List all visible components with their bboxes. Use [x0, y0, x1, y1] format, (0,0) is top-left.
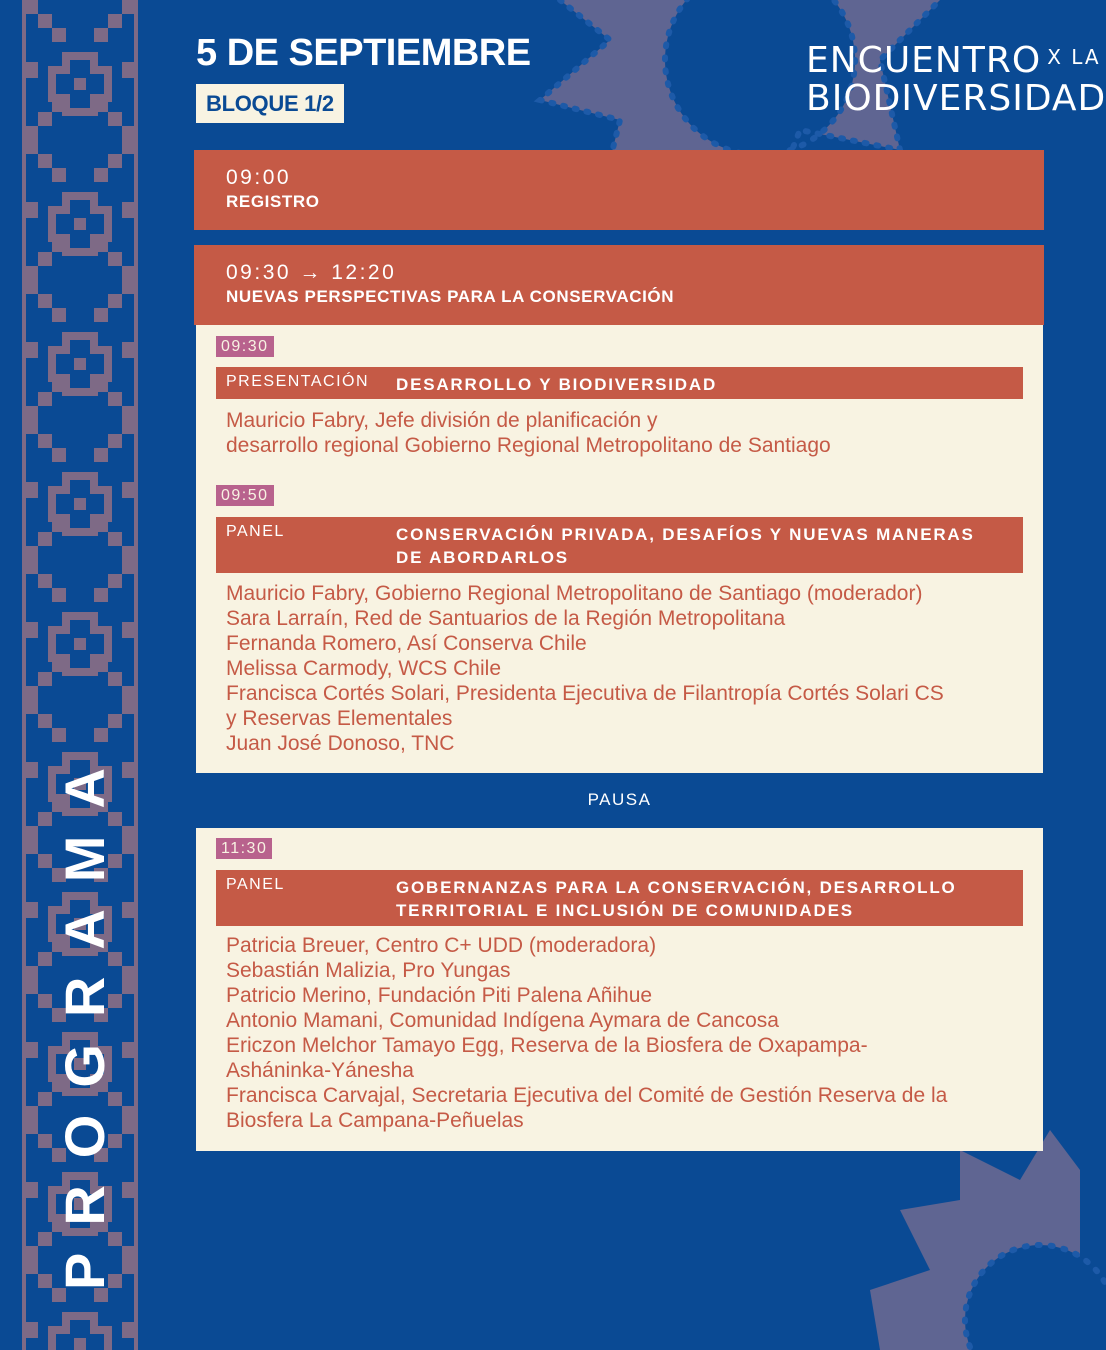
speaker-line: y Reservas Elementales — [226, 707, 453, 730]
logo-small-text: X LA — [1047, 45, 1101, 69]
item-kind: PANEL — [226, 523, 285, 540]
speaker-line: Antonio Mamani, Comunidad Indígena Aymara de Cancosa — [226, 1009, 779, 1032]
event-logo — [806, 38, 1106, 118]
session-band — [194, 245, 1044, 325]
item-title-line: GOBERNANZAS PARA LA CONSERVACIÓN, DESARROLLO — [396, 878, 957, 897]
speaker-list — [226, 408, 831, 458]
speaker-line: Ericzon Melchor Tamayo Egg, Reserva de la Biosfera de Oxapampa- — [226, 1034, 868, 1057]
speaker-list — [226, 581, 944, 756]
sun-decoration-bottom — [870, 1130, 1106, 1350]
item-title: DESARROLLO Y BIODIVERSIDAD — [396, 375, 718, 394]
block-badge: BLOQUE 1/2 — [196, 84, 344, 123]
speaker-line: desarrollo regional Gobierno Regional Metropolitano de Santiago — [226, 434, 831, 457]
speaker-line: Mauricio Fabry, Gobierno Regional Metropolitano de Santiago (moderador) — [226, 582, 923, 605]
registro-band — [194, 150, 1044, 230]
item-kind: PRESENTACIÓN — [226, 373, 370, 390]
speaker-line: Patricio Merino, Fundación Piti Palena Añihue — [226, 984, 653, 1007]
registro-time: 09:00 — [226, 166, 292, 189]
session-card-2 — [196, 828, 1043, 1151]
item-title-line: CONSERVACIÓN PRIVADA, DESAFÍOS Y NUEVAS MANERAS — [396, 525, 975, 544]
registro-title: REGISTRO — [226, 192, 320, 211]
speaker-line: Sara Larraín, Red de Santuarios de la Región Metropolitana — [226, 607, 786, 630]
date-title: 5 DE SEPTIEMBRE — [196, 32, 531, 74]
item-time-chip: 11:30 — [216, 838, 272, 859]
speaker-line: Sebastián Malizia, Pro Yungas — [226, 959, 511, 982]
speaker-line: Asháninka-Yánesha — [226, 1059, 414, 1082]
session-title: NUEVAS PERSPECTIVAS PARA LA CONSERVACIÓN — [226, 287, 675, 306]
item-header-bar — [216, 517, 1023, 573]
item-time-chip: 09:50 — [216, 485, 274, 506]
pause-label: PAUSA — [587, 790, 652, 809]
item-title-line: DE ABORDARLOS — [396, 548, 569, 567]
speaker-line: Biosfera La Campana-Peñuelas — [226, 1109, 524, 1132]
speaker-line: Patricia Breuer, Centro C+ UDD (moderadora) — [226, 934, 657, 957]
item-time-chip: 09:30 — [216, 336, 274, 357]
logo-line-2: BIODIVERSIDAD — [806, 78, 1106, 119]
item-title-line: TERRITORIAL E INCLUSIÓN DE COMUNIDADES — [396, 901, 854, 920]
session-time: 09:30 → 12:20 — [226, 261, 397, 284]
item-kind: PANEL — [226, 876, 285, 893]
speaker-list — [226, 933, 947, 1133]
programa-side-label: PROGRAMA — [53, 741, 116, 1290]
speaker-line: Francisca Cortés Solari, Presidenta Ejecutiva de Filantropía Cortés Solari CS — [226, 682, 944, 705]
item-header-bar — [216, 870, 1023, 926]
session-card-1 — [196, 325, 1043, 773]
speaker-line: Juan José Donoso, TNC — [226, 732, 455, 755]
speaker-line: Mauricio Fabry, Jefe división de planificación y — [226, 409, 658, 432]
speaker-line: Fernanda Romero, Así Conserva Chile — [226, 632, 587, 655]
item-header-bar — [216, 367, 1023, 399]
speaker-line: Francisca Carvajal, Secretaria Ejecutiva del Comité de Gestión Reserva de la — [226, 1084, 948, 1107]
logo-line-1: ENCUENTRO — [806, 40, 1042, 81]
speaker-line: Melissa Carmody, WCS Chile — [226, 657, 501, 680]
